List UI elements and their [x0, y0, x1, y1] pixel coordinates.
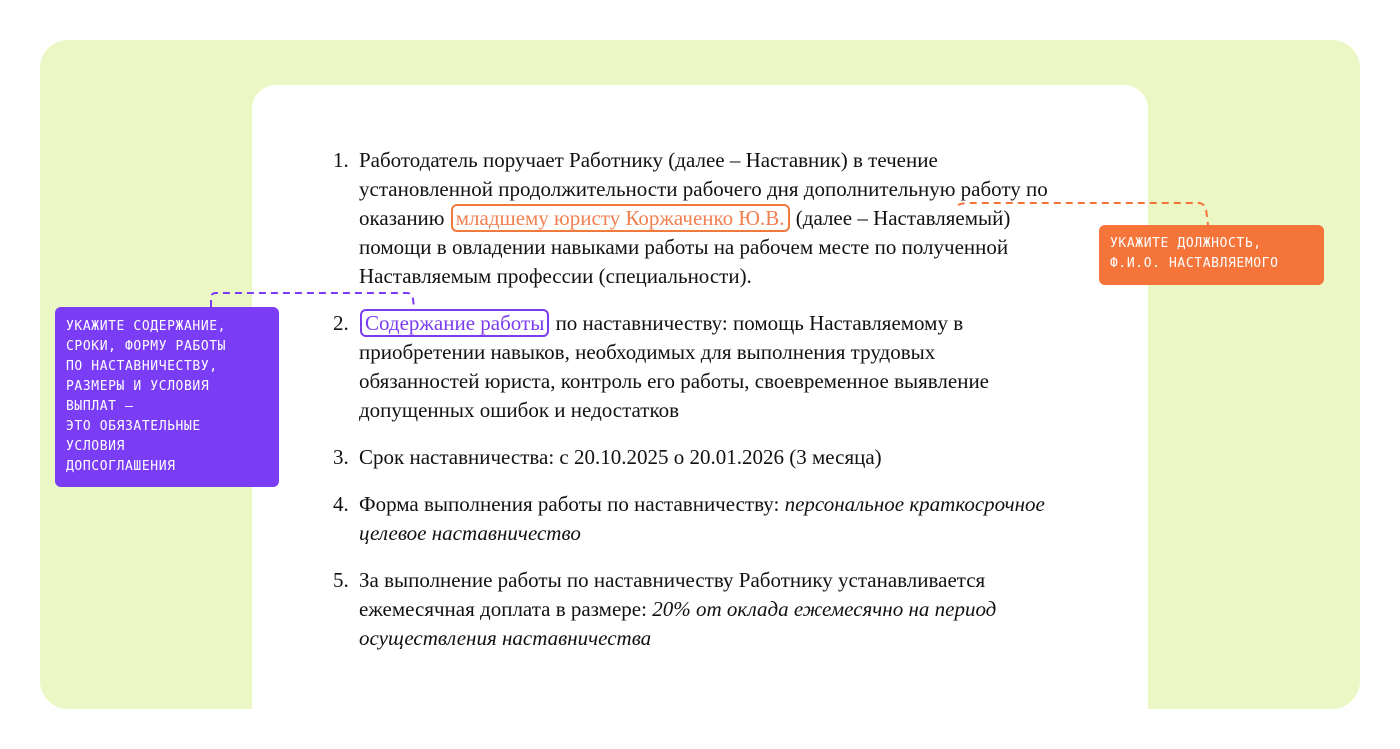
terms-list: [330, 146, 1050, 671]
item-text: Работодатель поручает Работнику (далее – Наставник) в течение установленной продолжительности рабочего дня дополнительную работу по оказанию: [359, 148, 1048, 230]
list-item: [330, 443, 1050, 472]
item-number: 5.: [333, 568, 349, 592]
item-italic-text: персональное краткосрочное целевое наставничество: [359, 492, 1045, 545]
work-conditions-callout: УКАЖИТЕ СОДЕРЖАНИЕ, СРОКИ, ФОРМУ РАБОТЫ ПО НАСТАВНИЧЕСТВУ, РАЗМЕРЫ И УСЛОВИЯ ВЫПЛАТ — ЭТО ОБЯЗАТЕЛЬНЫЕ УСЛОВИЯ ДОПСОГЛАШЕНИЯ: [55, 307, 279, 487]
item-text: (далее – Наставляемый) помощи в овладении навыками работы на рабочем месте по полученной Наставляемым профессии (специальности).: [359, 206, 1011, 288]
mentee-highlight: младшему юристу Коржаченко Ю.В.: [451, 204, 790, 232]
item-number: 2.: [333, 311, 349, 335]
list-item: [330, 490, 1050, 548]
list-item: [330, 146, 1050, 291]
item-number: 3.: [333, 445, 349, 469]
list-item: [330, 309, 1050, 425]
item-number: 4.: [333, 492, 349, 516]
item-text: Срок наставничества: с 20.10.2025 о 20.01.2026 (3 месяца): [359, 445, 882, 469]
list-item: [330, 566, 1050, 653]
item-number: 1.: [333, 148, 349, 172]
item-italic-text: 20% от оклада ежемесячно на период осуществления наставничества: [359, 597, 997, 650]
item-text: За выполнение работы по наставничеству Работнику устанавливается ежемесячная доплата в размере:: [359, 568, 986, 621]
item-text: по наставничеству: помощь Наставляемому в приобретении навыков, необходимых для выполнения трудовых обязанностей юриста, контроль его работы, своевременное выявление допущенных ошибок и недостатков: [359, 311, 989, 422]
item-text: Форма выполнения работы по наставничеству:: [359, 492, 780, 516]
work-content-highlight: Содержание работы: [360, 309, 549, 337]
mentee-position-callout: УКАЖИТЕ ДОЛЖНОСТЬ, Ф.И.О. НАСТАВЛЯЕМОГО: [1099, 225, 1324, 285]
